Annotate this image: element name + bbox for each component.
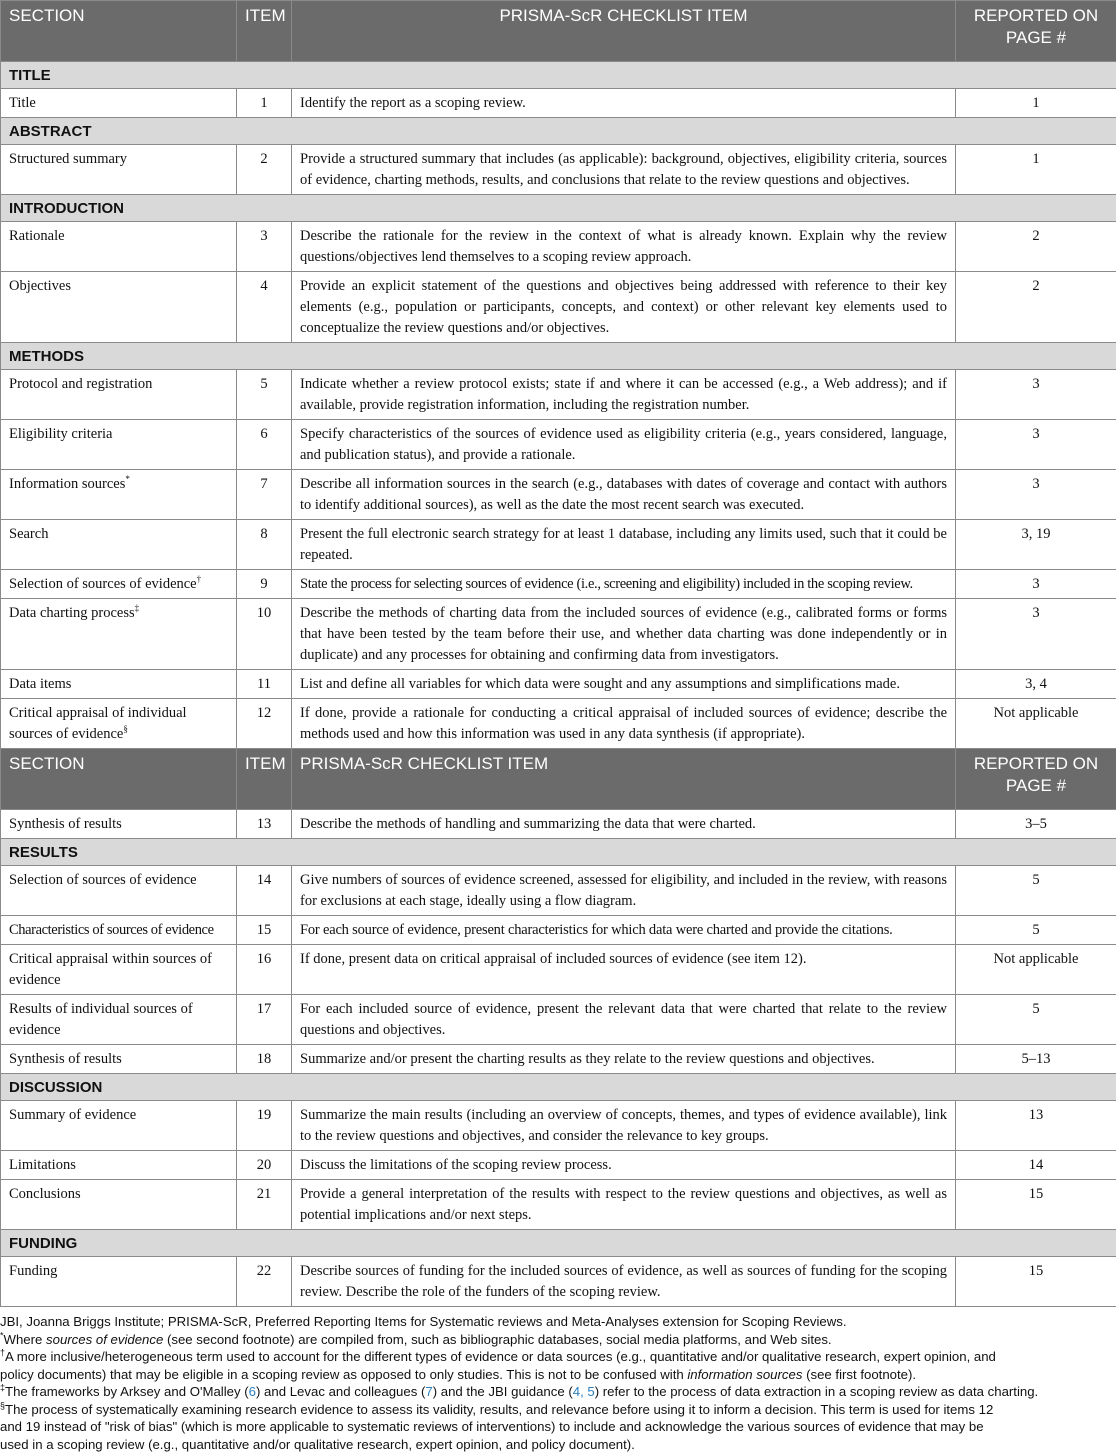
footnote-marker: †	[197, 574, 202, 584]
footnote-marker: §	[0, 1400, 5, 1410]
row-section: Summary of evidence	[1, 1101, 237, 1151]
row-page: 2	[956, 272, 1116, 343]
row-section-cell	[1, 470, 237, 520]
table-row	[1, 699, 1116, 749]
row-description: Describe all information sources in the search (e.g., databases with dates of coverage and contact with authors to identify additional sources), as well as the date the most recent search was executed.	[292, 470, 956, 520]
row-section: Objectives	[1, 272, 237, 343]
row-item: 1	[237, 89, 292, 118]
table-row	[1, 995, 1116, 1045]
row-page: 2	[956, 222, 1116, 272]
row-item: 22	[237, 1257, 292, 1307]
footnote-marker: *	[0, 1330, 4, 1340]
row-description: Summarize and/or present the charting results as they relate to the review questions and objectives.	[292, 1045, 956, 1074]
section-label: METHODS	[1, 343, 1116, 370]
row-page: 13	[956, 1101, 1116, 1151]
header-item: ITEM	[237, 1, 292, 62]
row-item: 13	[237, 810, 292, 839]
footnote-1: *Where sources of evidence (see second footnote) are compiled from, such as bibliographic databases, social media platforms, and Web sites.	[0, 1331, 1116, 1349]
section-label: ABSTRACT	[1, 118, 1116, 145]
row-item: 5	[237, 370, 292, 420]
row-description: Provide a structured summary that includes (as applicable): background, objectives, eligibility criteria, sources of evidence, charting methods, results, and conclusions that relate to the review questions and objectives.	[292, 145, 956, 195]
row-item: 10	[237, 599, 292, 670]
row-description: Discuss the limitations of the scoping review process.	[292, 1151, 956, 1180]
row-item: 8	[237, 520, 292, 570]
row-page: Not applicable	[956, 945, 1116, 995]
section-label: INTRODUCTION	[1, 195, 1116, 222]
row-section-cell	[1, 570, 237, 599]
row-section: Critical appraisal of individual sources of evidence	[9, 705, 187, 742]
row-description: Provide a general interpretation of the results with respect to the review questions and objectives, as well as potential implications and/or next steps.	[292, 1180, 956, 1230]
footnote-4-cont: used in a scoping review (e.g., quantitative and/or qualitative research, expert opinion, and policy document).	[0, 1436, 1116, 1453]
table-row	[1, 145, 1116, 195]
row-item: 11	[237, 670, 292, 699]
row-item: 18	[237, 1045, 292, 1074]
row-section: Synthesis of results	[1, 810, 237, 839]
row-description: Specify characteristics of the sources of evidence used as eligibility criteria (e.g., years considered, language, and publication status), and provide a rationale.	[292, 420, 956, 470]
table-row	[1, 1101, 1116, 1151]
table-row	[1, 470, 1116, 520]
row-item: 6	[237, 420, 292, 470]
row-section: Structured summary	[1, 145, 237, 195]
footnote-4-cont: and 19 instead of "risk of bias" (which is more applicable to systematic reviews of interventions) to include and acknowledge the various sources of evidence that may be	[0, 1418, 1116, 1436]
section-row-results	[1, 839, 1116, 866]
row-page: 3–5	[956, 810, 1116, 839]
row-page: 3, 19	[956, 520, 1116, 570]
section-label: DISCUSSION	[1, 1074, 1116, 1101]
row-page: 14	[956, 1151, 1116, 1180]
row-description: Present the full electronic search strategy for at least 1 database, including any limits used, such that it could be repeated.	[292, 520, 956, 570]
row-item: 7	[237, 470, 292, 520]
row-item: 2	[237, 145, 292, 195]
reference-link[interactable]: 6	[249, 1384, 256, 1399]
row-item: 15	[237, 916, 292, 945]
row-description: State the process for selecting sources of evidence (i.e., screening and eligibility) included in the scoping review.	[292, 570, 956, 599]
row-page: 15	[956, 1257, 1116, 1307]
row-section: Eligibility criteria	[1, 420, 237, 470]
row-page: 3	[956, 570, 1116, 599]
footnote-2-cont: policy documents) that may be eligible in a scoping review as opposed to only studies. This is not to be confused with information sources (see first footnote).	[0, 1366, 1116, 1384]
row-description: If done, provide a rationale for conducting a critical appraisal of included sources of evidence; describe the methods used and how this information was used in any data synthesis (if appropriate).	[292, 699, 956, 749]
row-section: Critical appraisal within sources of evidence	[1, 945, 237, 995]
header-row	[1, 1, 1116, 62]
footnote-marker: *	[125, 474, 130, 484]
reference-link[interactable]: 7	[425, 1384, 432, 1399]
row-page: 5	[956, 866, 1116, 916]
section-row-abstract	[1, 118, 1116, 145]
row-section: Search	[1, 520, 237, 570]
row-section: Protocol and registration	[1, 370, 237, 420]
row-page: 1	[956, 89, 1116, 118]
row-page: Not applicable	[956, 699, 1116, 749]
footnote-4: §The process of systematically examining research evidence to assess its validity, results, and relevance before using it to inform a decision. This term is used for items 12	[0, 1401, 1116, 1419]
row-section: Results of individual sources of evidence	[1, 995, 237, 1045]
row-description: List and define all variables for which data were sought and any assumptions and simplifications made.	[292, 670, 956, 699]
header-checklist: PRISMA-ScR CHECKLIST ITEM	[292, 1, 956, 62]
row-description: Provide an explicit statement of the questions and objectives being addressed with reference to their key elements (e.g., population or participants, concepts, and context) or other relevant key elements used to conceptualize the review questions and/or objectives.	[292, 272, 956, 343]
table-row	[1, 1045, 1116, 1074]
section-label: FUNDING	[1, 1230, 1116, 1257]
header-section: SECTION	[1, 749, 237, 810]
section-row-introduction	[1, 195, 1116, 222]
row-section-cell	[1, 599, 237, 670]
table-row	[1, 222, 1116, 272]
row-page: 3	[956, 420, 1116, 470]
table-row	[1, 945, 1116, 995]
row-section: Characteristics of sources of evidence	[1, 916, 237, 945]
row-page: 1	[956, 145, 1116, 195]
row-page: 3	[956, 599, 1116, 670]
row-item: 12	[237, 699, 292, 749]
row-item: 20	[237, 1151, 292, 1180]
row-description: For each source of evidence, present characteristics for which data were charted and provide the citations.	[292, 916, 956, 945]
section-label: TITLE	[1, 62, 1116, 89]
row-page: 3	[956, 370, 1116, 420]
row-page: 5	[956, 916, 1116, 945]
row-item: 21	[237, 1180, 292, 1230]
header-section: SECTION	[1, 1, 237, 62]
row-page: 5	[956, 995, 1116, 1045]
reference-link[interactable]: 4, 5	[573, 1384, 595, 1399]
table-row	[1, 916, 1116, 945]
section-row-discussion	[1, 1074, 1116, 1101]
row-item: 16	[237, 945, 292, 995]
row-section: Data charting process	[9, 605, 135, 621]
header-row-repeat	[1, 749, 1116, 810]
row-item: 19	[237, 1101, 292, 1151]
row-section: Synthesis of results	[1, 1045, 237, 1074]
row-description: Summarize the main results (including an overview of concepts, themes, and types of evidence available), link to the review questions and objectives, and consider the relevance to key groups.	[292, 1101, 956, 1151]
row-page: 3	[956, 470, 1116, 520]
section-row-title	[1, 62, 1116, 89]
row-section: Title	[1, 89, 237, 118]
row-description: Identify the report as a scoping review.	[292, 89, 956, 118]
row-section: Rationale	[1, 222, 237, 272]
row-item: 9	[237, 570, 292, 599]
row-section: Conclusions	[1, 1180, 237, 1230]
row-page: 15	[956, 1180, 1116, 1230]
row-description: Describe the methods of charting data from the included sources of evidence (e.g., calibrated forms or forms that have been tested by the team before their use, and whether data charting was done independently or in duplicate) and any processes for obtaining and confirming data from investigators.	[292, 599, 956, 670]
row-section: Selection of sources of evidence	[1, 866, 237, 916]
table-row	[1, 1257, 1116, 1307]
row-section: Limitations	[1, 1151, 237, 1180]
table-row	[1, 599, 1116, 670]
row-item: 4	[237, 272, 292, 343]
row-description: Describe sources of funding for the included sources of evidence, as well as sources of funding for the scoping review. Describe the role of the funders of the scoping review.	[292, 1257, 956, 1307]
table-row	[1, 520, 1116, 570]
row-section: Selection of sources of evidence	[9, 576, 197, 592]
footnote-marker: §	[123, 724, 128, 734]
table-row	[1, 89, 1116, 118]
row-item: 14	[237, 866, 292, 916]
header-item: ITEM	[237, 749, 292, 810]
row-description: For each included source of evidence, present the relevant data that were charted that relate to the review questions and objectives.	[292, 995, 956, 1045]
table-row	[1, 370, 1116, 420]
row-section: Information sources	[9, 476, 125, 492]
header-page: REPORTED ON PAGE #	[956, 1, 1116, 62]
section-row-funding	[1, 1230, 1116, 1257]
footnote-marker: ‡	[135, 603, 140, 613]
header-checklist: PRISMA-ScR CHECKLIST ITEM	[292, 749, 956, 810]
row-description: Describe the methods of handling and summarizing the data that were charted.	[292, 810, 956, 839]
table-row	[1, 1180, 1116, 1230]
footnote-marker: ‡	[0, 1383, 5, 1393]
footnote-3: ‡The frameworks by Arksey and O'Malley (6) and Levac and colleagues (7) and the JBI guidance (4, 5) refer to the process of data extraction in a scoping review as data charting.	[0, 1383, 1116, 1401]
row-page: 3, 4	[956, 670, 1116, 699]
footnote-2: †A more inclusive/heterogeneous term used to account for the different types of evidence or data sources (e.g., quantitative and/or qualitative research, expert opinion, and	[0, 1348, 1116, 1366]
row-item: 17	[237, 995, 292, 1045]
table-footnotes	[0, 1307, 1116, 1453]
header-page: REPORTED ON PAGE #	[956, 749, 1116, 810]
table-row	[1, 420, 1116, 470]
table-row	[1, 570, 1116, 599]
footnote-abbreviations: JBI, Joanna Briggs Institute; PRISMA-ScR, Preferred Reporting Items for Systematic reviews and Meta-Analyses extension for Scoping Reviews.	[0, 1313, 1116, 1331]
row-description: If done, present data on critical appraisal of included sources of evidence (see item 12).	[292, 945, 956, 995]
footnote-marker: †	[0, 1348, 5, 1358]
row-section-cell	[1, 699, 237, 749]
table-row	[1, 272, 1116, 343]
row-item: 3	[237, 222, 292, 272]
table-row	[1, 810, 1116, 839]
section-row-methods	[1, 343, 1116, 370]
row-description: Give numbers of sources of evidence screened, assessed for eligibility, and included in the review, with reasons for exclusions at each stage, ideally using a flow diagram.	[292, 866, 956, 916]
table-row	[1, 670, 1116, 699]
section-label: RESULTS	[1, 839, 1116, 866]
row-description: Indicate whether a review protocol exists; state if and where it can be accessed (e.g., a Web address); and if available, provide registration information, including the registration number.	[292, 370, 956, 420]
row-page: 5–13	[956, 1045, 1116, 1074]
table-row	[1, 866, 1116, 916]
row-section: Data items	[1, 670, 237, 699]
row-description: Describe the rationale for the review in the context of what is already known. Explain why the review questions/objectives lend themselves to a scoping review approach.	[292, 222, 956, 272]
table-row	[1, 1151, 1116, 1180]
row-section: Funding	[1, 1257, 237, 1307]
